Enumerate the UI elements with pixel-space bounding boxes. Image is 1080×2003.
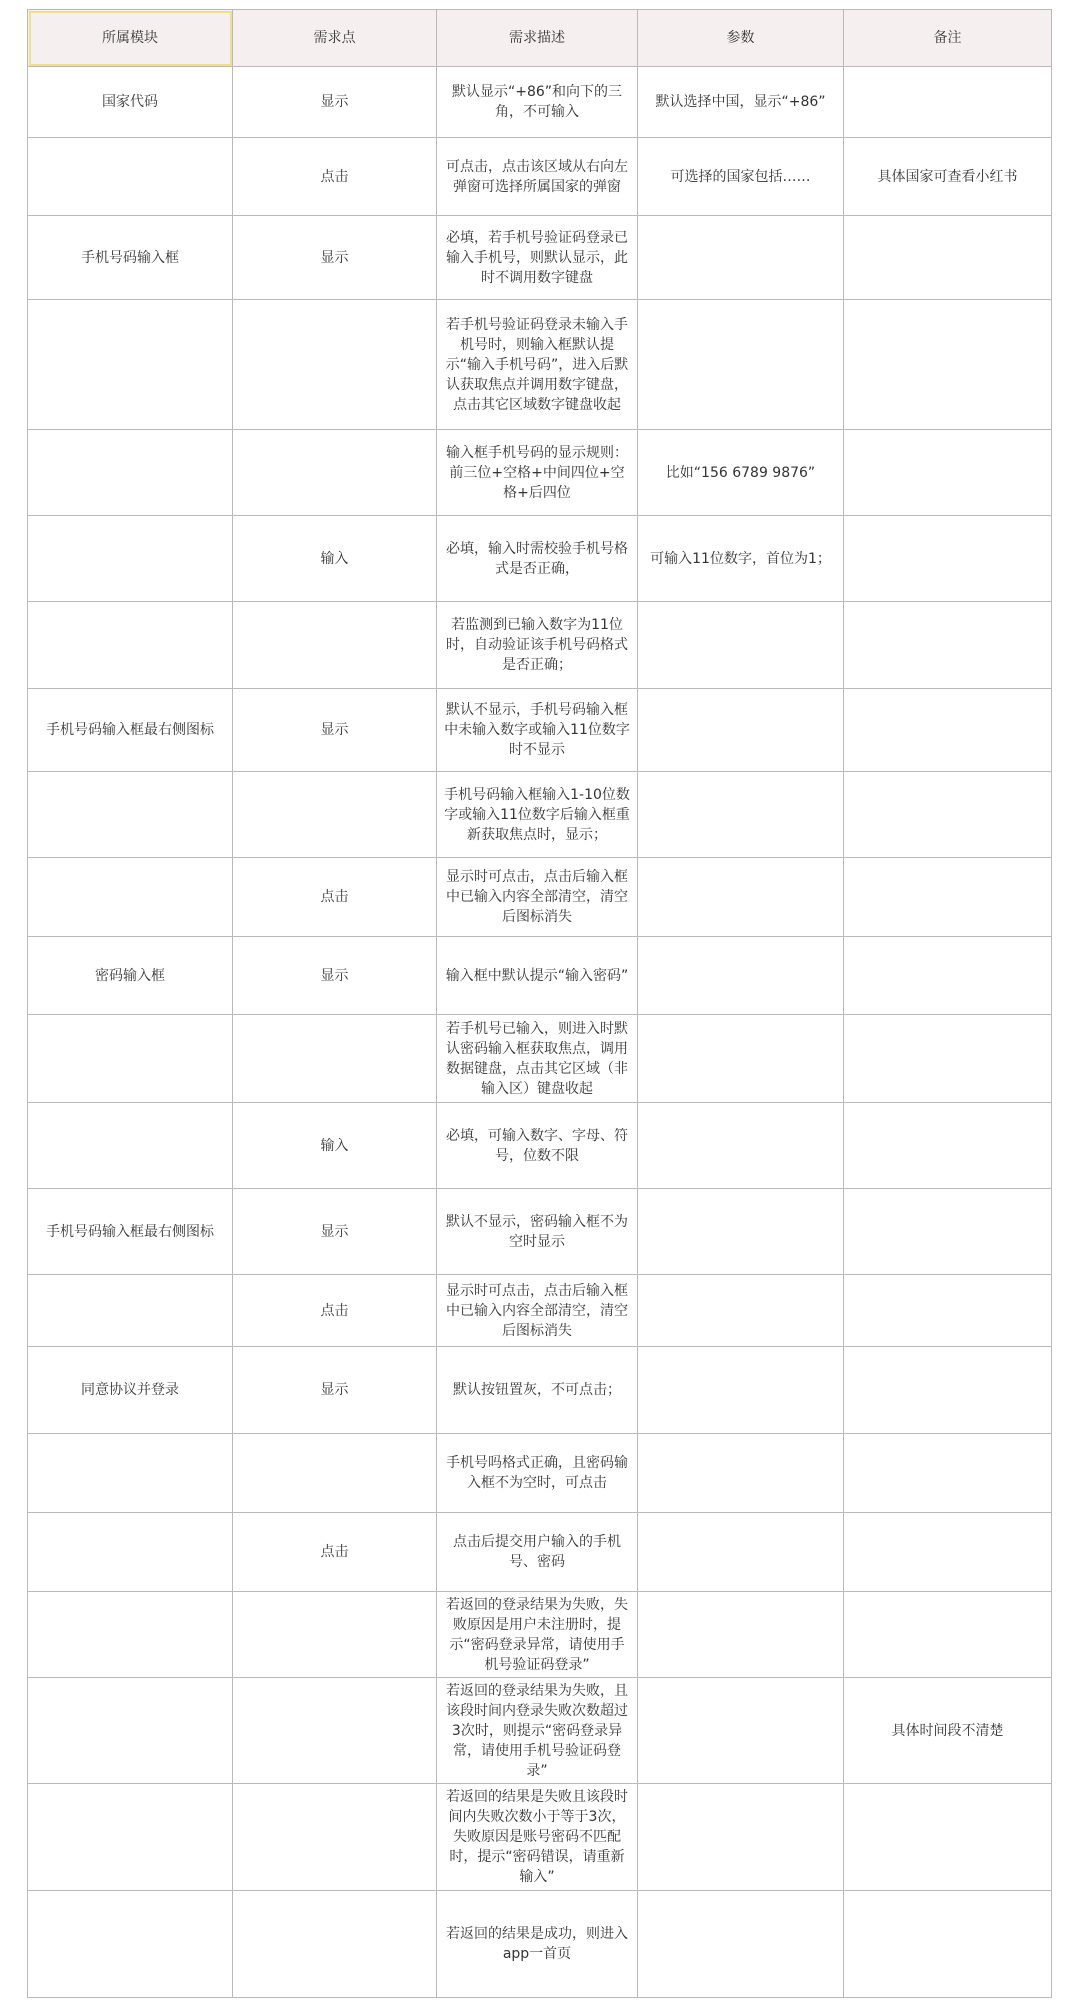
table-row <box>28 1275 1052 1347</box>
cell-note <box>844 1592 1052 1678</box>
cell-param: 比如“156 6789 9876” <box>638 430 844 516</box>
cell-note <box>844 1513 1052 1592</box>
cell-desc: 输入框手机号码的显示规则：前三位+空格+中间四位+空格+后四位 <box>437 430 638 516</box>
cell-point: 显示 <box>233 1347 437 1434</box>
cell-module: 手机号码输入框最右侧图标 <box>28 1189 233 1275</box>
cell-param <box>638 300 844 430</box>
cell-param <box>638 1015 844 1103</box>
cell-note <box>844 430 1052 516</box>
header-point: 需求点 <box>233 10 437 67</box>
table-row <box>28 430 1052 516</box>
cell-param <box>638 1189 844 1275</box>
cell-module: 国家代码 <box>28 67 233 138</box>
cell-desc: 若手机号已输入，则进入时默认密码输入框获取焦点，调用数据键盘，点击其它区域（非输入区）键盘收起 <box>437 1015 638 1103</box>
cell-module <box>28 300 233 430</box>
cell-point: 显示 <box>233 689 437 772</box>
cell-desc: 默认按钮置灰，不可点击； <box>437 1347 638 1434</box>
cell-module: 密码输入框 <box>28 937 233 1015</box>
cell-module <box>28 1891 233 1998</box>
cell-point: 点击 <box>233 1275 437 1347</box>
cell-param <box>638 1275 844 1347</box>
table-row <box>28 138 1052 216</box>
cell-module <box>28 1592 233 1678</box>
cell-module <box>28 602 233 689</box>
cell-desc: 手机号吗格式正确，且密码输入框不为空时，可点击 <box>437 1434 638 1513</box>
cell-desc: 显示时可点击，点击后输入框中已输入内容全部清空，清空后图标消失 <box>437 858 638 937</box>
cell-point <box>233 772 437 858</box>
cell-param: 可输入11位数字，首位为1； <box>638 516 844 602</box>
cell-point <box>233 1678 437 1784</box>
table-row <box>28 1592 1052 1678</box>
cell-module <box>28 1513 233 1592</box>
cell-param <box>638 937 844 1015</box>
cell-note <box>844 858 1052 937</box>
cell-point: 显示 <box>233 67 437 138</box>
cell-desc: 默认显示“+86”和向下的三角，不可输入 <box>437 67 638 138</box>
cell-point <box>233 1434 437 1513</box>
cell-param <box>638 1592 844 1678</box>
cell-note <box>844 1347 1052 1434</box>
cell-module: 手机号码输入框最右侧图标 <box>28 689 233 772</box>
cell-point: 输入 <box>233 516 437 602</box>
table-row <box>28 1347 1052 1434</box>
cell-desc: 若监测到已输入数字为11位时，自动验证该手机号码格式是否正确； <box>437 602 638 689</box>
cell-point <box>233 602 437 689</box>
cell-desc: 若返回的结果是失败且该段时间内失败次数小于等于3次，失败原因是账号密码不匹配时，提示“密码错误，请重新输入” <box>437 1784 638 1891</box>
cell-param <box>638 772 844 858</box>
cell-param <box>638 1678 844 1784</box>
cell-note <box>844 1189 1052 1275</box>
table-row <box>28 67 1052 138</box>
table-row <box>28 1015 1052 1103</box>
cell-param <box>638 216 844 300</box>
cell-param: 可选择的国家包括…… <box>638 138 844 216</box>
cell-point: 显示 <box>233 216 437 300</box>
cell-point <box>233 1592 437 1678</box>
cell-param <box>638 689 844 772</box>
cell-module <box>28 1275 233 1347</box>
cell-param <box>638 1434 844 1513</box>
cell-param <box>638 602 844 689</box>
table-header <box>28 10 1052 67</box>
header-desc: 需求描述 <box>437 10 638 67</box>
cell-desc: 必填，可输入数字、字母、符号，位数不限 <box>437 1103 638 1189</box>
header-param: 参数 <box>638 10 844 67</box>
cell-param <box>638 1784 844 1891</box>
cell-param <box>638 1103 844 1189</box>
cell-point <box>233 300 437 430</box>
cell-desc: 若返回的登录结果为失败，失败原因是用户未注册时，提示“密码登录异常，请使用手机号验证码登录” <box>437 1592 638 1678</box>
table-row <box>28 1784 1052 1891</box>
cell-module: 手机号码输入框 <box>28 216 233 300</box>
cell-note: 具体时间段不清楚 <box>844 1678 1052 1784</box>
cell-note <box>844 216 1052 300</box>
cell-point <box>233 430 437 516</box>
table-row <box>28 1103 1052 1189</box>
cell-point: 点击 <box>233 138 437 216</box>
cell-module <box>28 1434 233 1513</box>
cell-desc: 默认不显示，手机号码输入框中未输入数字或输入11位数字时不显示 <box>437 689 638 772</box>
cell-module: 同意协议并登录 <box>28 1347 233 1434</box>
cell-module <box>28 138 233 216</box>
cell-param <box>638 1891 844 1998</box>
table-row <box>28 1189 1052 1275</box>
cell-module <box>28 1784 233 1891</box>
cell-desc: 若返回的结果是成功，则进入app一首页 <box>437 1891 638 1998</box>
cell-module <box>28 772 233 858</box>
cell-note <box>844 937 1052 1015</box>
cell-note <box>844 772 1052 858</box>
cell-note <box>844 602 1052 689</box>
cell-desc: 必填，若手机号验证码登录已输入手机号，则默认显示，此时不调用数字键盘 <box>437 216 638 300</box>
cell-desc: 必填，输入时需校验手机号格式是否正确， <box>437 516 638 602</box>
table-row <box>28 689 1052 772</box>
table-row <box>28 1891 1052 1998</box>
cell-note <box>844 67 1052 138</box>
table-row <box>28 1678 1052 1784</box>
requirements-table <box>27 9 1052 1998</box>
cell-param <box>638 858 844 937</box>
cell-desc: 若返回的登录结果为失败，且该段时间内登录失败次数超过3次时，则提示“密码登录异常，请使用手机号验证码登录” <box>437 1678 638 1784</box>
table-row <box>28 602 1052 689</box>
cell-point: 点击 <box>233 858 437 937</box>
table-row <box>28 1513 1052 1592</box>
cell-point: 输入 <box>233 1103 437 1189</box>
cell-point <box>233 1891 437 1998</box>
cell-module <box>28 1678 233 1784</box>
cell-desc: 手机号码输入框输入1-10位数字或输入11位数字后输入框重新获取焦点时，显示； <box>437 772 638 858</box>
cell-note <box>844 1434 1052 1513</box>
table-row <box>28 216 1052 300</box>
cell-module <box>28 1015 233 1103</box>
cell-point <box>233 1015 437 1103</box>
table-row <box>28 516 1052 602</box>
table-row <box>28 858 1052 937</box>
table-row <box>28 1434 1052 1513</box>
cell-note <box>844 516 1052 602</box>
cell-module <box>28 430 233 516</box>
cell-note <box>844 1784 1052 1891</box>
cell-module <box>28 516 233 602</box>
cell-desc: 默认不显示，密码输入框不为空时显示 <box>437 1189 638 1275</box>
cell-param <box>638 1347 844 1434</box>
cell-desc: 可点击，点击该区域从右向左弹窗可选择所属国家的弹窗 <box>437 138 638 216</box>
cell-note <box>844 1275 1052 1347</box>
cell-module <box>28 858 233 937</box>
cell-point <box>233 1784 437 1891</box>
table-row <box>28 937 1052 1015</box>
cell-desc: 点击后提交用户输入的手机号、密码 <box>437 1513 638 1592</box>
cell-desc: 输入框中默认提示“输入密码” <box>437 937 638 1015</box>
cell-desc: 显示时可点击，点击后输入框中已输入内容全部清空，清空后图标消失 <box>437 1275 638 1347</box>
cell-point: 显示 <box>233 1189 437 1275</box>
header-row <box>28 10 1052 67</box>
cell-module <box>28 1103 233 1189</box>
cell-note <box>844 1103 1052 1189</box>
cell-note <box>844 1015 1052 1103</box>
cell-param: 默认选择中国，显示“+86” <box>638 67 844 138</box>
table-body <box>28 67 1052 1998</box>
cell-note <box>844 1891 1052 1998</box>
header-note: 备注 <box>844 10 1052 67</box>
cell-note: 具体国家可查看小红书 <box>844 138 1052 216</box>
cell-desc: 若手机号验证码登录未输入手机号时，则输入框默认提示“输入手机号码”，进入后默认获取焦点并调用数字键盘，点击其它区域数字键盘收起 <box>437 300 638 430</box>
header-module: 所属模块 <box>28 10 233 67</box>
table-row <box>28 300 1052 430</box>
cell-note <box>844 300 1052 430</box>
table-row <box>28 772 1052 858</box>
cell-point: 显示 <box>233 937 437 1015</box>
cell-param <box>638 1513 844 1592</box>
cell-note <box>844 689 1052 772</box>
cell-point: 点击 <box>233 1513 437 1592</box>
